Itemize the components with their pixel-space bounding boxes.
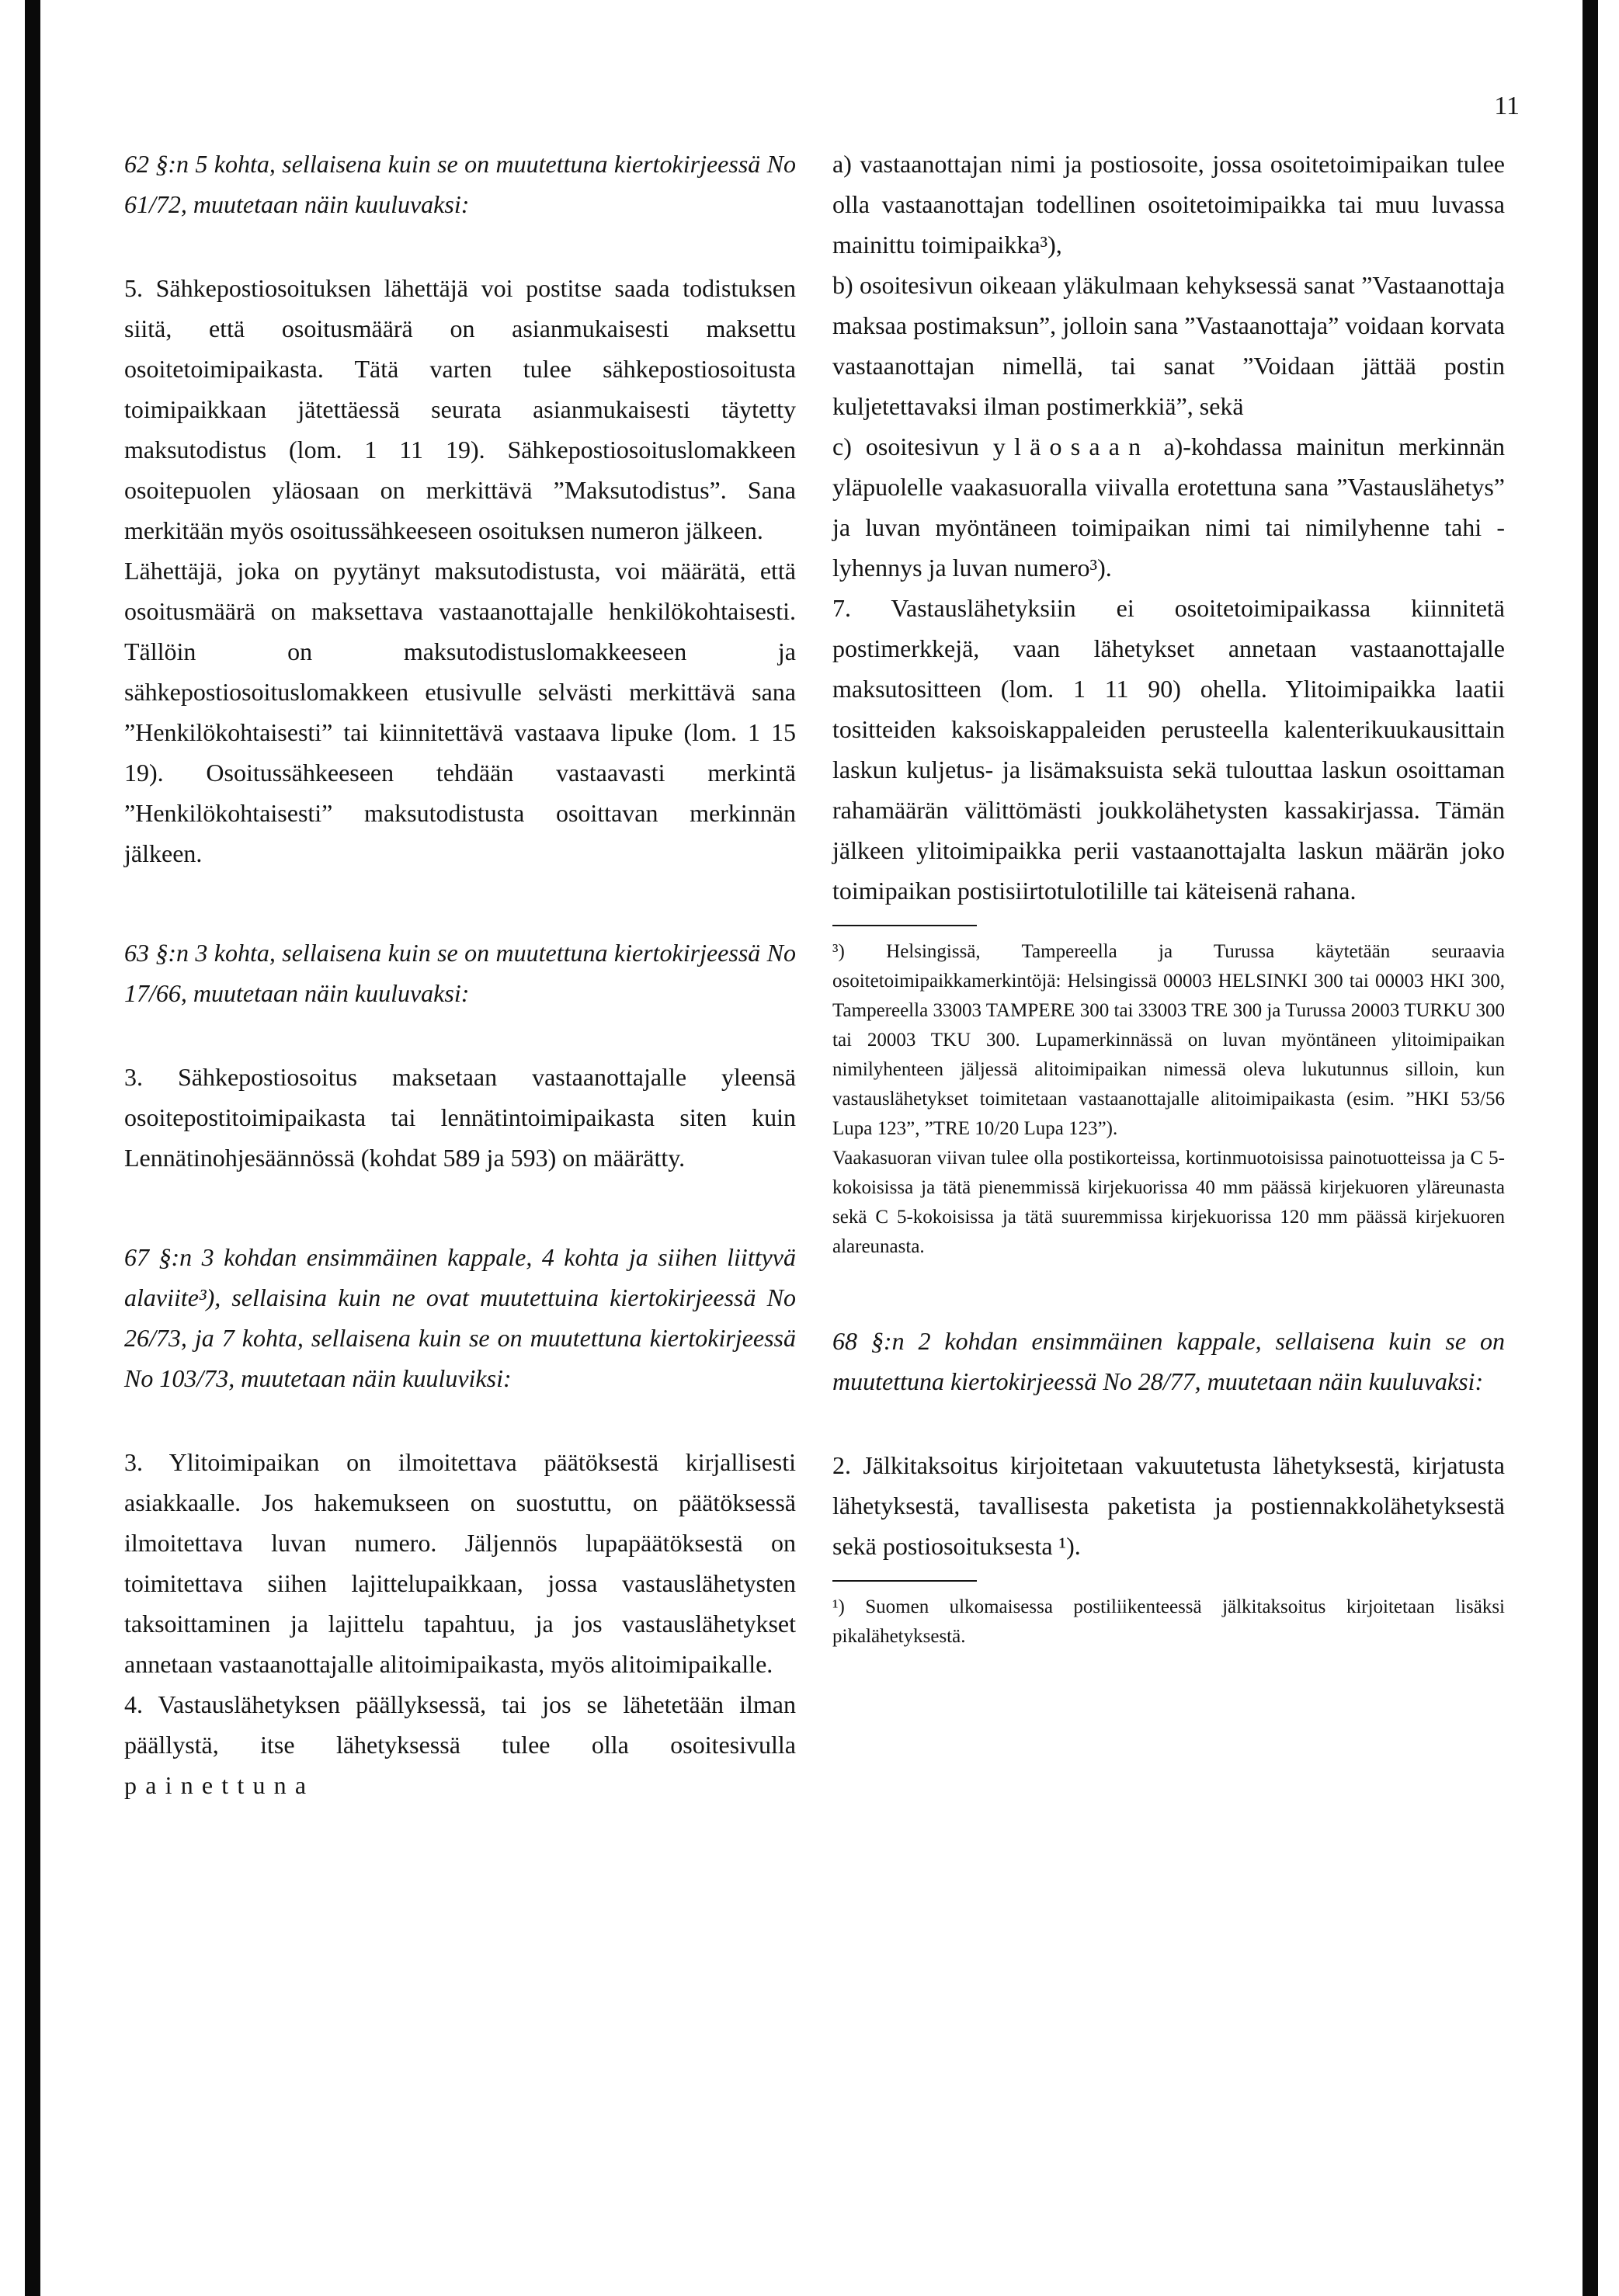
right-column [832, 144, 1505, 1652]
footnote-rule-1 [832, 1580, 977, 1582]
section-62-paragraph-5: 5. Sähkepostiosoituksen lähettäjä voi postitse saada todistuksen siitä, että osoitusmäärä on asianmukaisesti maksettu osoitetoimipaikasta. Tätä varten tulee sähkepostiosoitusta toimipaikkaan jätettäessä seurata asianmukaisesti täytetty maksutodistus (lom. 1 11 19). Sähkepostiosoituslomakkeen osoitepuolen yläosaan on merkittävä ”Maksutodistus”. Sana merkitään myös osoitussähkeeseen osoituksen numeron jälkeen. [124, 274, 796, 544]
footnote-3: ³) Helsingissä, Tampereella ja Turussa käytetään seuraavia osoitetoimipaikkamerkintöjä: Helsingissä 00003 HELSINKI 300 tai 00003 HKI 300, Tampereella 33003 TAMPERE 300 tai 33003 TRE 300 ja Turussa 20003 TURKU 300 tai 20003 TKU 300. Lupamerkinnässä on luvan myöntäneen ylitoimipaikan nimilyhenteen jäljessä alitoimipaikan nimessä oleva lukutunnus silloin, kun vastauslähetykset toimitetaan vastaanottajalle alitoimipaikasta (esim. ”HKI 53/56 Lupa 123”, ”TRE 10/20 Lupa 123”). [832, 941, 1505, 1139]
section-68-heading: 68 §:n 2 kohdan ensimmäinen kappale, sellaisena kuin se on muutettuna kiertokirjeessä No 28/77, muutetaan näin kuuluvaksi: [832, 1327, 1505, 1395]
item-c-lead: c) osoitesivun [832, 432, 979, 460]
page-number: 11 [1494, 92, 1520, 120]
section-67-paragraph-3: 3. Ylitoimipaikan on ilmoitettava päätöksestä kirjallisesti asiakkaalle. Jos hakemukseen on suostuttu, on päätöksessä ilmoitettava luvan numero. Jäljennös lupapäätöksestä on toimitettava siihen lajittelupaikkaan, jossa vastauslähetysten taksoittaminen ja lajittelu tapahtuu, ja jos vastauslähetykset annetaan vastaanottajalle alitoimipaikasta, myös alitoimipaikalle. [124, 1448, 796, 1678]
scan-edge-left [25, 0, 40, 2296]
section-63-heading: 63 §:n 3 kohta, sellaisena kuin se on muutettuna kiertokirjeessä No 17/66, muutetaan näin kuuluvaksi: [124, 939, 796, 1007]
item-b: b) osoitesivun oikeaan yläkulmaan kehyksessä sanat ”Vastaanottaja maksaa postimaksun”, jolloin sana ”Vastaanottaja” voidaan korvata vastaanottajan nimellä, tai sanat ”Voidaan jättää postin kuljetettavaksi ilman postimerkkiä”, sekä [832, 271, 1505, 420]
scan-edge-right [1583, 0, 1598, 2296]
section-67-heading: 67 §:n 3 kohdan ensimmäinen kappale, 4 kohta ja siihen liittyvä alaviite³), sellaisina kuin ne ovat muutettuina kiertokirjeessä No 26/73, ja 7 kohta, sellaisena kuin se on muutettuna kiertokirjeessä No 103/73, muutetaan näin kuuluviksi: [124, 1243, 796, 1392]
section-62-heading: 62 §:n 5 kohta, sellaisena kuin se on muutettuna kiertokirjeessä No 61/72, muutetaan näin kuuluvaksi: [124, 150, 796, 218]
paragraph-4-lead: 4. Vastauslähetyksen päällyksessä, tai jos se lähetetään ilman päällystä, itse lähetyksessä tulee olla osoitesivulla [124, 1690, 796, 1759]
left-column [124, 144, 796, 1805]
item-c-rest: a)-kohdassa mainitun merkinnän yläpuolelle vaakasuoralla viivalla erotettuna sana ”Vastauslähetys” ja luvan myöntäneen toimipaikan nimi tai nimilyhenne tahi -lyhennys ja luvan numero³). [832, 432, 1506, 582]
item-c-spaced-word: yläosaan [992, 432, 1150, 460]
section-67-paragraph-4 [124, 1684, 796, 1805]
item-c [832, 426, 1505, 588]
paragraph-7: 7. Vastauslähetyksiin ei osoitetoimipaikassa kiinnitetä postimerkkejä, vaan lähetykset annetaan vastaanottajalle maksutositteen (lom. 1 11 90) ohella. Ylitoimipaikka laatii tositteiden kaksoiskappaleiden perusteella kalenterikuukausittain laskun kuljetus- ja lisämaksuista sekä tulouttaa laskun osoittaman rahamäärän välittömästi joukkolähetysten kassakirjassa. Tämän jälkeen ylitoimipaikka perii vastaanottajalta laskun määrän joko toimipaikan postisiirtotulotilille tai käteisenä rahana. [832, 594, 1505, 905]
section-63-paragraph-3: 3. Sähkepostiosoitus maksetaan vastaanottajalle yleensä osoitepostitoimipaikasta tai lennätintoimipaikasta siten kuin Lennätinohjesäännössä (kohdat 589 ja 593) on määrätty. [124, 1063, 796, 1172]
paragraph-4-spaced-word: painettuna [124, 1771, 315, 1799]
footnote-1: ¹) Suomen ulkomaisessa postiliikenteessä jälkitaksoitus kirjoitetaan lisäksi pikalähetyksestä. [832, 1596, 1505, 1647]
section-62-paragraph-5b: Lähettäjä, joka on pyytänyt maksutodistusta, voi määrätä, että osoitusmäärä on maksettava vastaanottajalle henkilökohtaisesti. Tällöin on maksutodistuslomakkeeseen ja sähkepostiosoituslomakkeen etusivulle selvästi merkittävä sana ”Henkilökohtaisesti” tai kiinnitettävä vastaava lipuke (lom. 1 15 19). Osoitussähkeeseen tehdään vastaavasti merkintä ”Henkilökohtaisesti” maksutodistusta osoittavan merkinnän jälkeen. [124, 557, 796, 867]
footnote-rule-3 [832, 925, 977, 926]
item-a: a) vastaanottajan nimi ja postiosoite, jossa osoitetoimipaikan tulee olla vastaanottajan todellinen osoitetoimipaikka tai muu luvassa mainittu toimipaikka³), [832, 150, 1505, 259]
footnote-3-continued: Vaakasuoran viivan tulee olla postikorteissa, kortinmuotoisissa painotuotteissa ja C 5-kokoisissa ja tätä pienemmissä kirjekuorissa 40 mm päässä kirjekuoren yläreunasta sekä C 5-kokoisissa ja tätä suuremmissa kirjekuorissa 120 mm päässä kirjekuoren alareunasta. [832, 1148, 1505, 1257]
section-68-paragraph-2: 2. Jälkitaksoitus kirjoitetaan vakuutetusta lähetyksestä, kirjatusta lähetyksestä, tavallisesta paketista ja postiennakkolähetyksestä sekä postiosoituksesta ¹). [832, 1451, 1505, 1560]
